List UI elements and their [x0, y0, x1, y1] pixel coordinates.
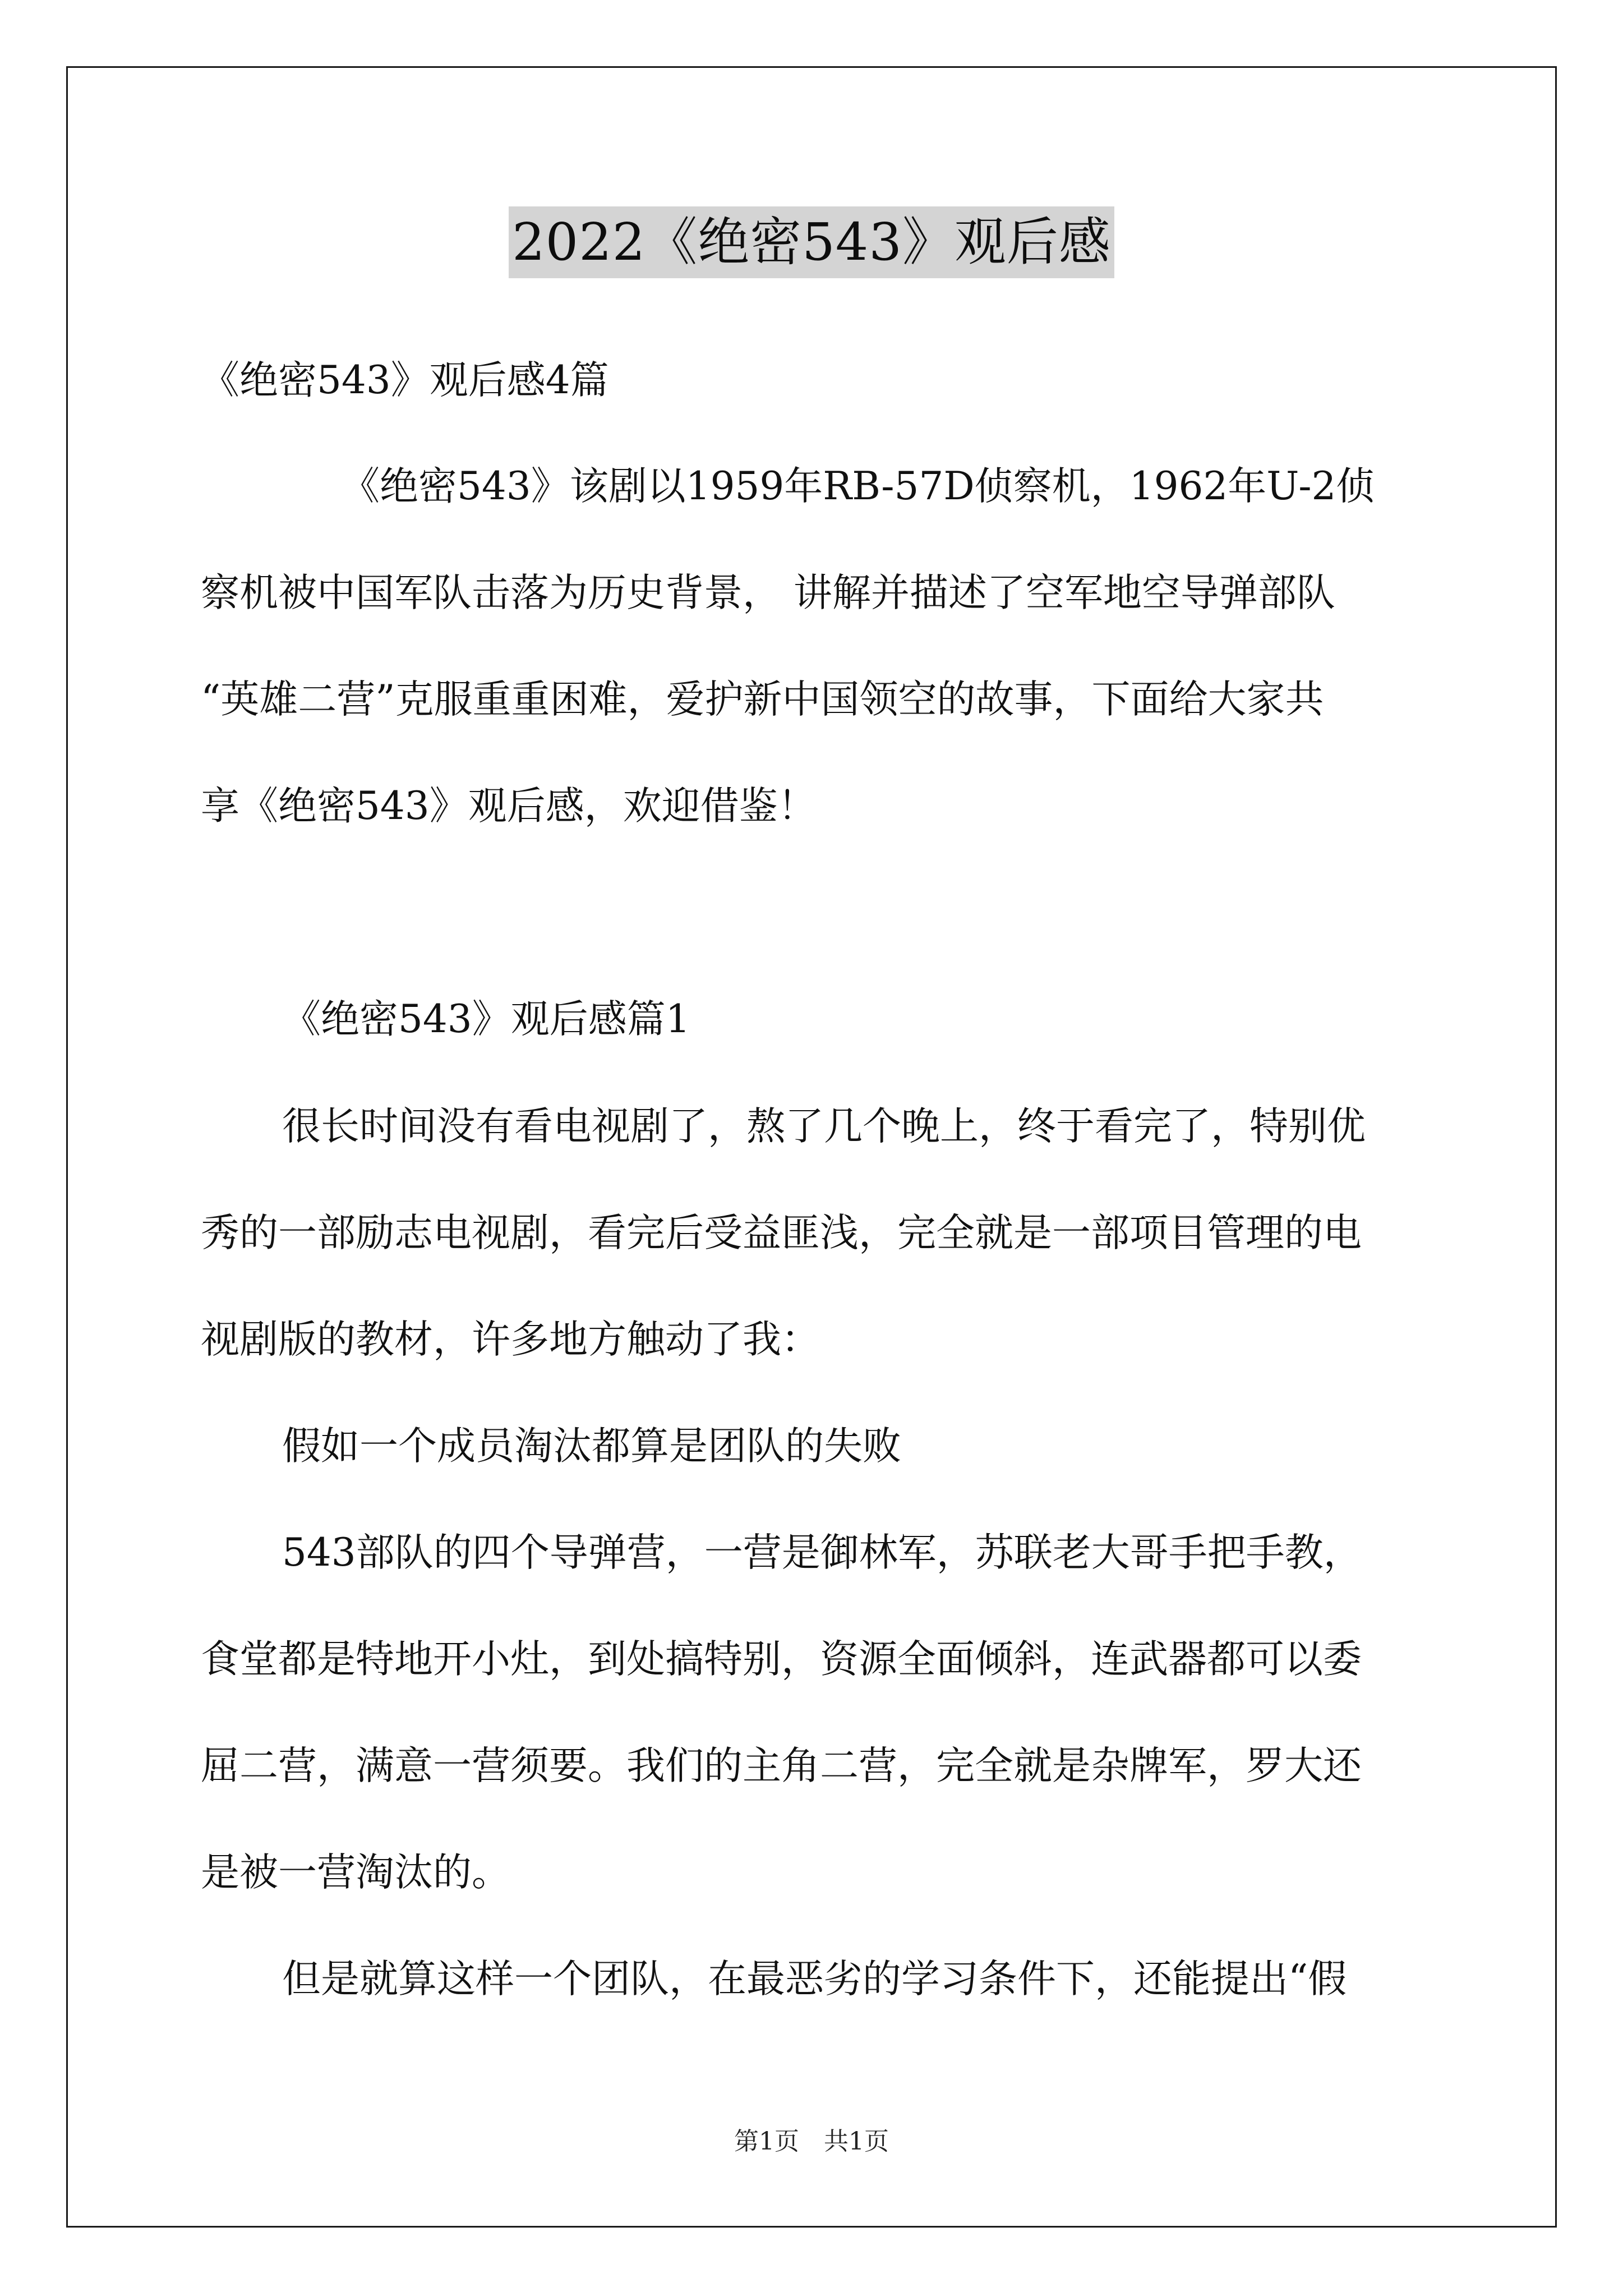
intro-line-4: 享《绝密543》观后感，欢迎借鉴！	[201, 784, 817, 829]
para3-line-1: 543部队的四个导弹营，一营是御林军，苏联老大哥手把手教，	[282, 1530, 1362, 1575]
para1-line-1: 很长时间没有看电视剧了，熬了几个晚上，终于看完了，特别优	[282, 1104, 1366, 1149]
section-heading: 《绝密543》观后感篇1	[282, 997, 690, 1042]
para2-line: 假如一个成员淘汰都算是团队的失败	[282, 1424, 901, 1469]
para1-line-3: 视剧版的教材，许多地方触动了我：	[201, 1317, 820, 1362]
title-container	[0, 206, 1623, 278]
para1-line-2: 秀的一部励志电视剧，看完后受益匪浅，完全就是一部项目管理的电	[201, 1211, 1362, 1255]
para4-line: 但是就算这样一个团队，在最恶劣的学习条件下，还能提出“假	[282, 1957, 1347, 2001]
para3-line-3: 屈二营，满意一营须要。我们的主角二营，完全就是杂牌军，罗大还	[201, 1743, 1362, 1788]
intro-line-2: 察机被中国军队击落为历史背景， 讲解并描述了空军地空导弹部队	[201, 570, 1335, 615]
page-footer	[0, 2125, 1623, 2159]
para3-line-2: 食堂都是特地开小灶，到处搞特别，资源全面倾斜，连武器都可以委	[201, 1637, 1362, 1682]
page-total: 共1页	[824, 2127, 889, 2156]
para3-line-4: 是被一营淘汰的。	[201, 1850, 510, 1895]
intro-line-1: 《绝密543》该剧以1959年RB-57D侦察机，1962年U-2侦	[341, 464, 1375, 509]
intro-line-3: “英雄二营”克服重重困难，爱护新中国领空的故事，下面给大家共	[201, 677, 1324, 722]
document-title: 2022《绝密543》观后感	[509, 206, 1114, 278]
page-number: 第1页	[734, 2127, 799, 2156]
document-subtitle: 《绝密543》观后感4篇	[201, 358, 609, 403]
